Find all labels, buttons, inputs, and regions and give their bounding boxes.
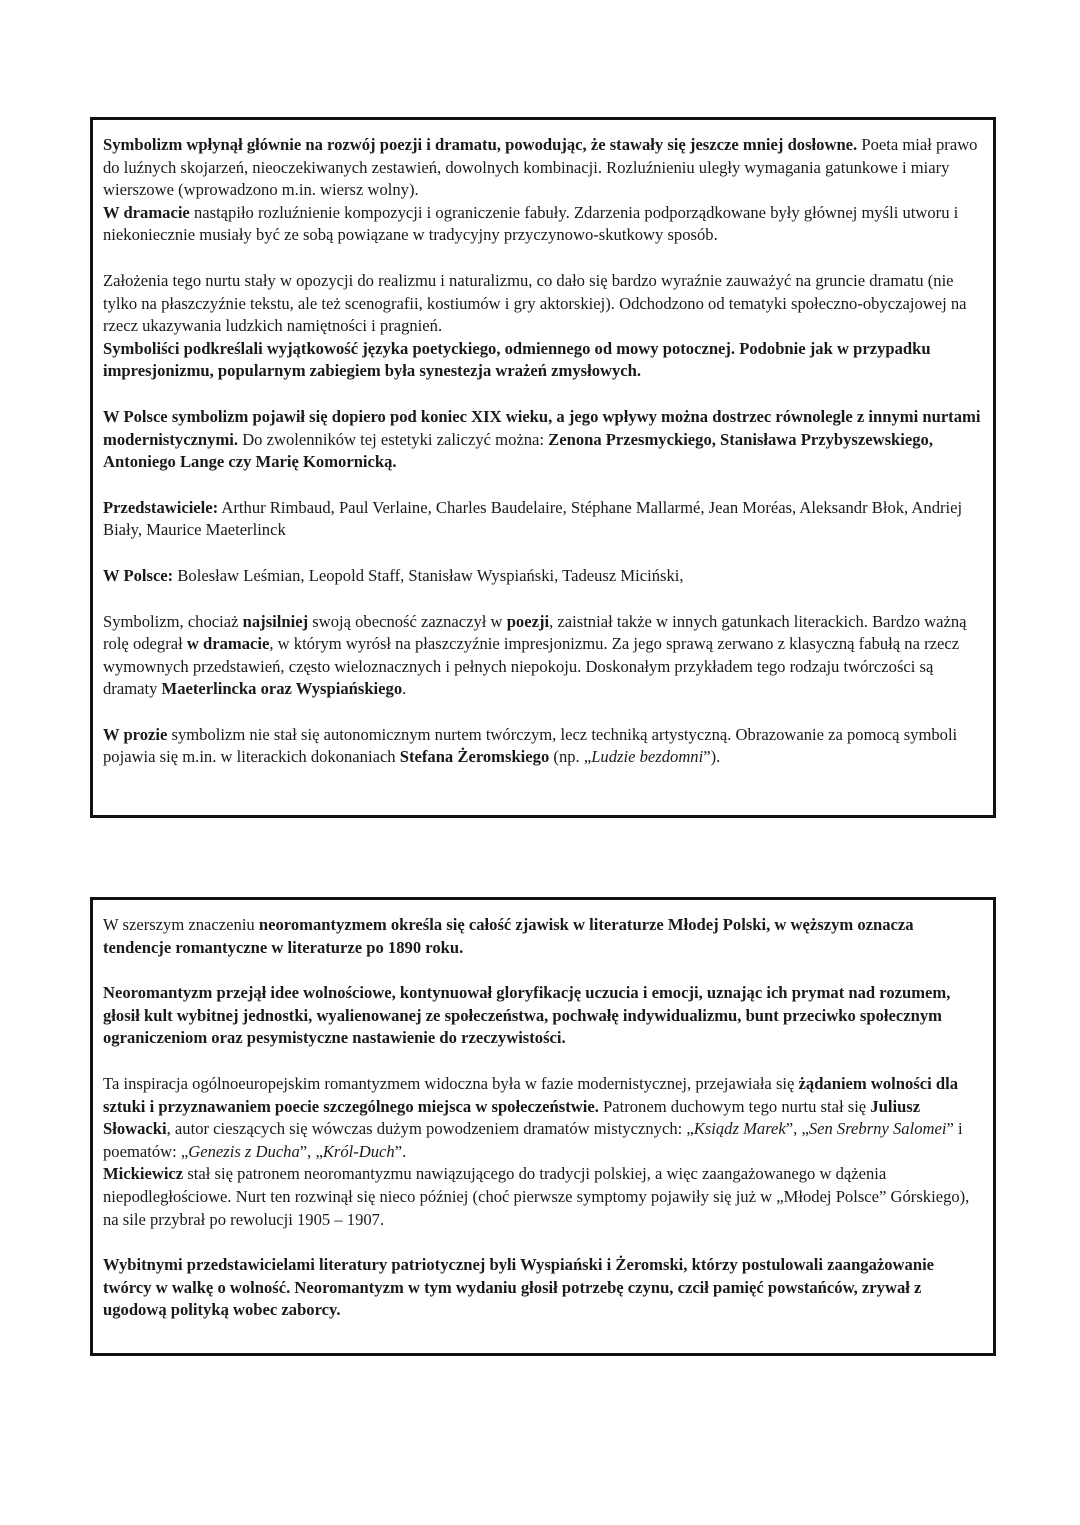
- paragraph: [103, 724, 983, 769]
- bold-text: Mickiewicz: [103, 1164, 184, 1184]
- bold-text: Maeterlincka oraz Wyspiańskiego: [161, 679, 403, 699]
- paragraph: [103, 982, 983, 1050]
- text-run: Poeta miał prawo do luźnych skojarzeń, nieoczekiwanych zestawień, dowolnych kombinacji. Rozluźnieniu uległy wymagania gatunkowe i miary wierszowe (wprowadzono m.in. wiersz wolny).: [103, 135, 978, 200]
- italic-title: Genezis z Ducha: [188, 1141, 300, 1161]
- text-run: Patronem duchowym tego nurtu stał się: [598, 1096, 871, 1116]
- text-run: stał się patronem neoromantyzmu nawiązującego do tradycji polskiej, a więc zaangażowanego w dążenia niepodległościowe. Nurt ten rozwinął się nieco później (choć pierwsze symptomy pojawiły się już w „Młodej Polsce” Górskiego), na sile przybrał po rewolucji 1905 – 1907.: [103, 1164, 970, 1229]
- bold-text: Symboliści podkreślali wyjątkowość języka poetyckiego, odmiennego od mowy potocznej. Podobnie jak w przypadku impresjonizmu, popularnym zabiegiem była synestezja wrażeń zmysłowych.: [103, 338, 931, 381]
- text-run: , autor cieszących się wówczas dużym powodzeniem dramatów mistycznych: „: [166, 1119, 694, 1139]
- text-run: .: [402, 679, 407, 699]
- text-run: Ta inspiracja ogólnoeuropejskim romantyzmem widoczna była w fazie modernistycznej, przejawiała się: [103, 1073, 799, 1093]
- bold-text: Juliusz Słowacki: [103, 1096, 921, 1139]
- italic-title: Król-Duch: [322, 1141, 395, 1161]
- italic-title: Sen Srebrny Salomei: [808, 1119, 947, 1139]
- paragraph: [103, 914, 983, 959]
- text-run: Arthur Rimbaud, Paul Verlaine, Charles Baudelaire, Stéphane Mallarmé, Jean Moréas, Aleksandr Błok, Andriej Biały, Maurice Maeterlinck: [103, 497, 963, 540]
- neoromanticism-text-box: [90, 897, 996, 1356]
- bold-text: poezji: [506, 611, 550, 631]
- text-run: W szerszym znaczeniu: [103, 915, 259, 934]
- italic-title: Ludzie bezdomni: [591, 747, 704, 767]
- paragraph: [103, 270, 983, 383]
- bold-text: neoromantyzmem określa się całość zjawisk w literaturze Młodej Polski, w węższym oznacza tendencje romantyczne w literaturze po 1890 roku.: [103, 915, 914, 957]
- text-run: ”, „: [785, 1119, 809, 1139]
- bold-text: w dramacie: [186, 634, 270, 654]
- text-run: ”.: [394, 1141, 407, 1161]
- text-run: , w którym wyrósł na płaszczyźnie impresjonizmu. Za jego sprawą zerwano z klasyczną fabułą na rzecz wymownych przedstawień, często wieloznacznych i pełnych niepokoju. Doskonałym przykładem tego rodzaju twórczości są dramaty: [103, 634, 960, 699]
- bold-text: Neoromantyzm przejął idee wolnościowe, kontynuował gloryfikację uczucia i emocji, uznając ich prymat nad rozumem, głosił kult wybitnej jednostki, wyalienowanej ze społeczeństwa, pochwałę indywidualizmu, bunt przeciwko społecznym ograniczeniom oraz pesymistyczne nastawienie do rzeczywistości.: [103, 983, 951, 1048]
- paragraph: [103, 134, 983, 247]
- text-run: ” i poematów: „: [103, 1119, 963, 1161]
- bold-text: Przedstawiciele:: [103, 497, 219, 517]
- text-run: nastąpiło rozluźnienie kompozycji i ograniczenie fabuły. Zdarzenia podporządkowane były głównej myśli utworu i niekoniecznie musiały być ze sobą powiązane w tradycyjny przyczynowo-skutkowy sposób.: [103, 202, 959, 245]
- text-run: Symbolizm, chociaż: [103, 611, 243, 631]
- text-run: swoją obecność zaznaczył w: [308, 611, 507, 631]
- text-run: Bolesław Leśmian, Leopold Staff, Stanisław Wyspiański, Tadeusz Miciński,: [173, 565, 684, 585]
- bold-text: W Polsce symbolizm pojawił się dopiero pod koniec XIX wieku, a jego wpływy można dostrzec równolegle z innymi nurtami modernistycznymi.: [103, 406, 981, 449]
- text-run: symbolizm nie stał się autonomicznym nurtem twórczym, lecz techniką artystyczną. Obrazowanie za pomocą symboli pojawia się m.in. w literackich dokonaniach: [103, 724, 958, 767]
- italic-title: Ksiądz Marek: [693, 1119, 786, 1139]
- bold-text: Symbolizm wpłynął głównie na rozwój poezji i dramatu, powodując, że stawały się jeszcze mniej dosłowne.: [103, 135, 858, 154]
- bold-text: W dramacie: [103, 202, 190, 222]
- bold-text: żądaniem wolności dla sztuki i przyznawaniem poecie szczególnego miejsca w społeczeństwie.: [103, 1073, 959, 1116]
- paragraph: [103, 406, 983, 474]
- text-run: ”, „: [299, 1141, 323, 1161]
- paragraph: [103, 1254, 983, 1322]
- paragraph: [103, 497, 983, 542]
- text-run: Założenia tego nurtu stały w opozycji do realizmu i naturalizmu, co dało się bardzo wyraźnie zauważyć na gruncie dramatu (nie tylko na płaszczyźnie tekstu, ale też scenografii, kostiumów i gry aktorskiej). Odchodzono od tematyki społeczno-obyczajowej na rzecz ukazywania ludzkich namiętności i pragnień.: [103, 270, 967, 336]
- paragraph: [103, 565, 983, 588]
- symbolism-text-box: [90, 117, 996, 818]
- bold-text: Zenona Przesmyckiego, Stanisława Przybyszewskiego, Antoniego Lange czy Marię Komornicką.: [103, 429, 934, 472]
- text-run: (np. „: [549, 747, 592, 767]
- paragraph: [103, 1073, 983, 1231]
- bold-text: W prozie: [103, 724, 168, 744]
- text-run: , zaistniał także w innych gatunkach literackich. Bardzo ważną rolę odegrał: [103, 611, 967, 654]
- bold-text: najsilniej: [242, 611, 309, 631]
- bold-text: W Polsce:: [103, 565, 174, 585]
- paragraph: [103, 611, 983, 701]
- bold-text: Wybitnymi przedstawicielami literatury patriotycznej byli Wyspiański i Żeromski, którzy postulowali zaangażowanie twórcy w walkę o wolność. Neoromantyzm w tym wydaniu głosił potrzebę czynu, czcił pamięć powstańców, zrywał z ugodową polityką wobec zaborcy.: [103, 1255, 935, 1320]
- text-run: ”).: [703, 747, 721, 767]
- bold-text: Stefana Żeromskiego: [399, 747, 550, 767]
- text-run: Do zwolenników tej estetyki zaliczyć można:: [238, 429, 549, 449]
